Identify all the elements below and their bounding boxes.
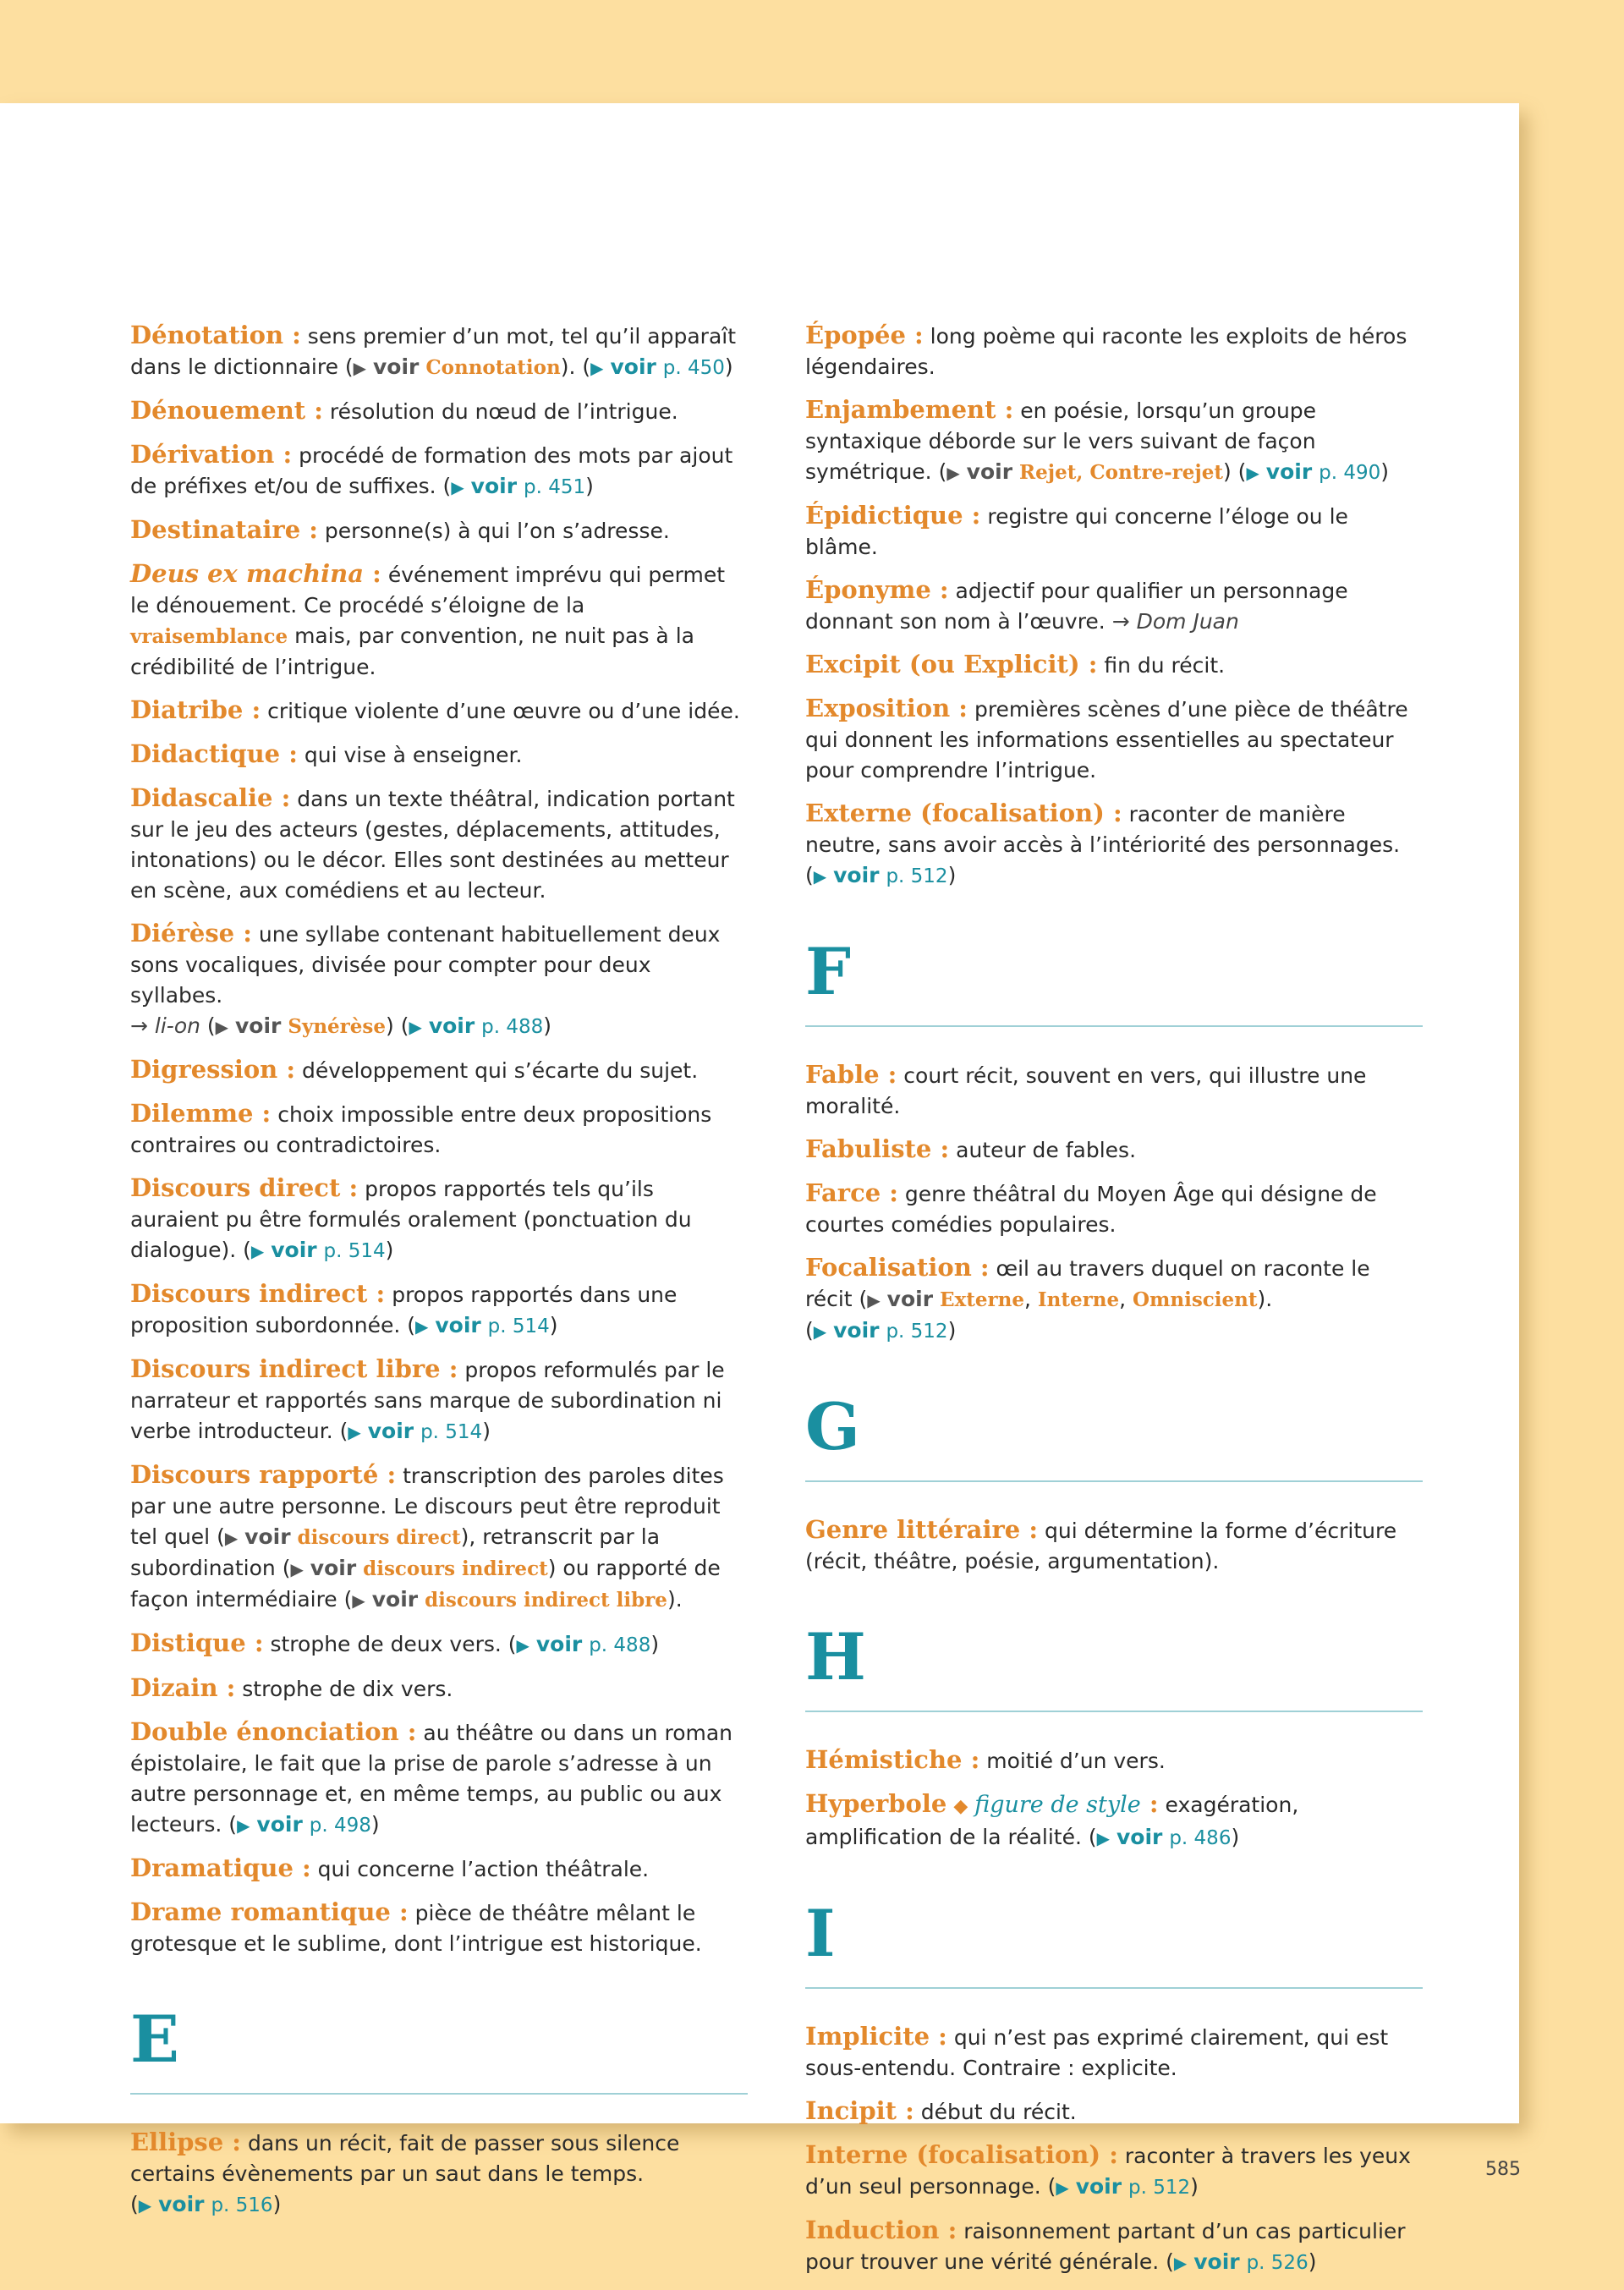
- entry-dilemme: Dilemme : choix impossible entre deux propositions contraires ou contradictoires.: [130, 1099, 712, 1157]
- triangle-icon: ▶: [1173, 2253, 1188, 2273]
- term: Dénouement :: [130, 396, 323, 425]
- cross-reference[interactable]: Externe: [939, 1288, 1024, 1311]
- voir-link[interactable]: ▶ voir: [224, 1524, 291, 1549]
- entry-epidictique: Épidictique : registre qui concerne l’éloge ou le blâme.: [805, 501, 1348, 559]
- term: Diatribe :: [130, 695, 261, 724]
- section-letter: H: [805, 1619, 1423, 1712]
- term: Farce :: [805, 1178, 898, 1207]
- term: Implicite :: [805, 2022, 947, 2051]
- entry-ellipse: Ellipse : dans un récit, fait de passer sous silence certains évènements par un saut dans le temps. (▶ voir p. 516): [130, 2128, 680, 2216]
- entry-double-enonciation: Double énonciation : au théâtre ou dans un roman épistolaire, le fait que la prise de parole s’adresse à un autre personnage et, en même temps, au public ou aux lecteurs. (▶ voir p. 498): [130, 1717, 733, 1837]
- entry-epopee: Épopée : long poème qui raconte les exploits de héros légendaires.: [805, 321, 1407, 379]
- example: li-on: [154, 1013, 200, 1038]
- arrow-icon: →: [130, 1013, 148, 1038]
- entry-eponyme: Éponyme : adjectif pour qualifier un personnage donnant son nom à l’œuvre. → Dom Juan: [805, 575, 1348, 634]
- term: Discours direct :: [130, 1173, 359, 1202]
- letter-section-g: [805, 1389, 1423, 1482]
- cross-reference[interactable]: discours indirect libre: [425, 1589, 667, 1612]
- voir-link[interactable]: ▶ voir: [215, 1013, 282, 1038]
- entry-hemistiche: Hémistiche : moitié d’un vers.: [805, 1745, 1166, 1774]
- cross-reference[interactable]: Interne: [1037, 1288, 1120, 1311]
- entry-enjambement: Enjambement : en poésie, lorsqu’un groupe syntaxique déborde sur le vers suivant de façon symétrique. (▶ voir Rejet, Contre-rejet) (▶ voir p. 490): [805, 395, 1389, 484]
- term: Interne (focalisation) :: [805, 2140, 1118, 2169]
- triangle-icon: ▶: [290, 1559, 304, 1579]
- triangle-icon: ▶: [348, 1422, 361, 1442]
- triangle-icon: ▶: [352, 1590, 365, 1611]
- entry-discours-indirect: Discours indirect : propos rapportés dans une proposition subordonnée. (▶ voir p. 514): [130, 1279, 678, 1337]
- term: Diérèse :: [130, 919, 252, 947]
- triangle-icon: ▶: [946, 463, 960, 483]
- voir-page-link[interactable]: ▶ voir p. 498: [237, 1812, 371, 1837]
- term: Drame romantique :: [130, 1897, 409, 1926]
- letter-section-f: [805, 934, 1423, 1027]
- term: Excipit (ou Explicit) :: [805, 650, 1098, 678]
- letter-section-h: [805, 1619, 1423, 1712]
- term: Fable :: [805, 1060, 897, 1089]
- entry-dramatique: Dramatique : qui concerne l’action théâtrale.: [130, 1853, 650, 1882]
- triangle-icon: ▶: [224, 1528, 239, 1548]
- voir-page-link[interactable]: ▶ voir p. 514: [250, 1238, 386, 1262]
- entry-exposition: Exposition : premières scènes d’une pièce de théâtre qui donnent les informations essentielles au spectateur pour comprendre l’intrigue.: [805, 694, 1408, 783]
- entry-externe: Externe (focalisation) : raconter de manière neutre, sans avoir accès à l’intériorité des personnages. (▶ voir p. 512): [805, 799, 1401, 887]
- voir-page-link[interactable]: ▶ voir p. 512: [813, 1318, 948, 1343]
- term: Ellipse :: [130, 2128, 242, 2156]
- term: Double énonciation :: [130, 1717, 417, 1746]
- voir-page-link[interactable]: ▶ voir p. 514: [348, 1419, 483, 1443]
- entry-focalisation: Focalisation : œil au travers duquel on raconte le récit (▶ voir Externe, Interne, Omniscient). (▶ voir p. 512): [805, 1253, 1370, 1343]
- section-letter: I: [805, 1896, 1423, 1989]
- entry-didactique: Didactique : qui vise à enseigner.: [130, 739, 523, 768]
- cross-reference[interactable]: Synérèse: [288, 1015, 387, 1038]
- term: Fabuliste :: [805, 1134, 950, 1163]
- voir-page-link[interactable]: ▶ voir p. 514: [415, 1313, 550, 1337]
- entry-discours-indirect-libre: Discours indirect libre : propos reformulés par le narrateur et rapportés sans marque de subordination ni verbe introducteur. (▶ voir p. 514): [130, 1354, 725, 1443]
- term: Exposition :: [805, 694, 968, 722]
- cross-reference[interactable]: Omniscient: [1133, 1288, 1258, 1311]
- voir-link[interactable]: ▶ voir: [352, 1587, 419, 1612]
- term: Destinataire :: [130, 515, 318, 544]
- right-column: [805, 320, 1423, 2290]
- term: Incipit :: [805, 2096, 914, 2125]
- section-letter: F: [805, 934, 1423, 1027]
- voir-page-link[interactable]: ▶ voir p. 488: [409, 1013, 544, 1038]
- entry-excipit: Excipit (ou Explicit) : fin du récit.: [805, 650, 1226, 678]
- voir-page-link[interactable]: ▶ voir p. 488: [516, 1632, 651, 1656]
- term: Épopée :: [805, 321, 924, 349]
- entry-genre-litteraire: Genre littéraire : qui détermine la forme d’écriture (récit, théâtre, poésie, argumentation).: [805, 1515, 1397, 1573]
- triangle-icon: ▶: [1246, 463, 1259, 483]
- triangle-icon: ▶: [215, 1017, 229, 1037]
- triangle-icon: ▶: [415, 1316, 429, 1337]
- voir-page-link[interactable]: ▶ voir p. 486: [1096, 1825, 1232, 1849]
- term: Hyperbole: [805, 1789, 947, 1818]
- triangle-icon: ▶: [250, 1241, 265, 1261]
- entry-deus-ex-machina: Deus ex machina : événement imprévu qui permet le dénouement. Ce procédé s’éloigne de la vraisemblance mais, par convention, ne nuit pas à la crédibilité de l’intrigue.: [130, 559, 726, 679]
- term: Didascalie :: [130, 783, 291, 812]
- term: Digression :: [130, 1055, 296, 1084]
- triangle-icon: ▶: [1096, 1828, 1111, 1848]
- section-letter: E: [130, 2002, 748, 2095]
- voir-link[interactable]: ▶ voir: [946, 459, 1013, 484]
- entry-interne: Interne (focalisation) : raconter à travers les yeux d’un seul personnage. (▶ voir p. 512): [805, 2140, 1411, 2199]
- voir-page-link[interactable]: ▶ voir p. 526: [1173, 2249, 1309, 2274]
- left-column: [130, 320, 748, 2232]
- entry-discours-direct: Discours direct : propos rapportés tels qu’ils auraient pu être formulés oralement (ponctuation du dialogue). (▶ voir p. 514): [130, 1173, 692, 1262]
- entry-farce: Farce : genre théâtral du Moyen Âge qui désigne de courtes comédies populaires.: [805, 1178, 1377, 1237]
- entry-implicite: Implicite : qui n’est pas exprimé clairement, qui est sous-entendu. Contraire : explicite.: [805, 2022, 1389, 2080]
- term: Enjambement :: [805, 395, 1014, 424]
- entry-incipit: Incipit : début du récit.: [805, 2096, 1077, 2125]
- entry-discours-rapporte: Discours rapporté : transcription des paroles dites par une autre personne. Le discours peut être reproduit tel quel (▶ voir discours direct), retranscrit par la subordination (▶ voir discours indirect) ou rapporté de façon intermédiaire (▶ voir discours indirect libre).: [130, 1460, 724, 1612]
- triangle-icon: ▶: [237, 1815, 250, 1836]
- cross-reference[interactable]: Connotation: [425, 356, 561, 379]
- term: Discours indirect :: [130, 1279, 386, 1308]
- section-letter: G: [805, 1389, 1423, 1482]
- entry-denouement: Dénouement : résolution du nœud de l’intrigue.: [130, 396, 678, 425]
- triangle-icon: ▶: [813, 866, 827, 887]
- triangle-icon: ▶: [451, 477, 464, 497]
- entry-drame-romantique: Drame romantique : pièce de théâtre mêlant le grotesque et le sublime, dont l’intrigue est historique.: [130, 1897, 702, 1956]
- term: Dizain :: [130, 1673, 236, 1702]
- entry-fabuliste: Fabuliste : auteur de fables.: [805, 1134, 1137, 1163]
- term: Discours rapporté :: [130, 1460, 397, 1489]
- triangle-icon: ▶: [353, 358, 367, 378]
- triangle-icon: ▶: [813, 1321, 827, 1342]
- voir-link[interactable]: ▶ voir: [353, 354, 420, 379]
- triangle-icon: ▶: [867, 1290, 881, 1310]
- triangle-icon: ▶: [590, 358, 604, 378]
- entry-hyperbole: Hyperbole ◆ figure de style : exagération, amplification de la réalité. (▶ voir p. 486): [805, 1789, 1299, 1849]
- term: Deus ex machina: [130, 559, 365, 588]
- voir-link[interactable]: ▶ voir: [290, 1556, 357, 1580]
- entry-destinataire: Destinataire : personne(s) à qui l’on s’adresse.: [130, 515, 670, 544]
- entry-denotation: Dénotation : sens premier d’un mot, tel qu’il apparaît dans le dictionnaire (▶ voir Connotation). (▶ voir p. 450): [130, 321, 737, 379]
- term: Dilemme :: [130, 1099, 272, 1128]
- entry-fable: Fable : court récit, souvent en vers, qui illustre une moralité.: [805, 1060, 1367, 1118]
- voir-page-link[interactable]: ▶ voir p. 512: [1056, 2174, 1191, 2199]
- entry-digression: Digression : développement qui s’écarte du sujet.: [130, 1055, 699, 1084]
- entry-induction: Induction : raisonnement partant d’un cas particulier pour trouver une vérité générale. (▶ voir p. 526): [805, 2216, 1406, 2274]
- cross-reference[interactable]: Rejet, Contre-rejet: [1019, 461, 1223, 484]
- voir-page-link[interactable]: ▶ voir p. 450: [590, 354, 725, 379]
- term: Focalisation :: [805, 1253, 990, 1282]
- term: Dérivation :: [130, 440, 293, 469]
- cross-reference[interactable]: vraisemblance: [130, 625, 288, 648]
- term: Épidictique :: [805, 501, 981, 530]
- cross-reference[interactable]: discours indirect: [363, 1557, 548, 1580]
- term: Genre littéraire :: [805, 1515, 1039, 1544]
- voir-page-link[interactable]: ▶ voir p. 490: [1246, 459, 1381, 484]
- page-number: 585: [1485, 2159, 1521, 2180]
- arrow-icon: →: [1111, 609, 1130, 634]
- entry-diatribe: Diatribe : critique violente d’une œuvre ou d’une idée.: [130, 695, 740, 724]
- voir-page-link[interactable]: ▶ voir p. 451: [451, 474, 586, 498]
- term: Didactique :: [130, 739, 298, 768]
- cross-reference[interactable]: discours direct: [297, 1526, 461, 1549]
- term: Hémistiche :: [805, 1745, 980, 1774]
- term: Distique :: [130, 1628, 264, 1657]
- triangle-icon: ▶: [409, 1017, 422, 1037]
- voir-link[interactable]: ▶ voir: [867, 1287, 934, 1311]
- diamond-icon: ◆: [953, 1796, 968, 1817]
- entry-derivation: Dérivation : procédé de formation des mots par ajout de préfixes et/ou de suffixes. (▶ voir p. 451): [130, 440, 733, 498]
- voir-page-link[interactable]: ▶ voir p. 516: [138, 2192, 273, 2216]
- triangle-icon: ▶: [1056, 2177, 1069, 2198]
- entry-dierese: Diérèse : une syllabe contenant habituellement deux sons vocaliques, divisée pour compter pour deux syllabes. → li-on (▶ voir Synérèse) (▶ voir p. 488): [130, 919, 721, 1038]
- entry-distique: Distique : strophe de deux vers. (▶ voir p. 488): [130, 1628, 660, 1657]
- voir-page-link[interactable]: ▶ voir p. 512: [813, 863, 948, 887]
- letter-section-e: [130, 2002, 748, 2095]
- term: Dénotation :: [130, 321, 301, 349]
- figure-de-style-label: figure de style: [974, 1792, 1141, 1818]
- term: Externe (focalisation) :: [805, 799, 1122, 827]
- entry-didascalie: Didascalie : dans un texte théâtral, indication portant sur le jeu des acteurs (gestes, déplacements, attitudes, intonations) ou le décor. Elles sont destinées au metteur en scène, aux comédiens et au lecteur.: [130, 783, 735, 903]
- entry-dizain: Dizain : strophe de dix vers.: [130, 1673, 453, 1702]
- triangle-icon: ▶: [138, 2195, 152, 2216]
- triangle-icon: ▶: [516, 1635, 529, 1656]
- letter-section-i: [805, 1896, 1423, 1989]
- example: Dom Juan: [1136, 609, 1239, 634]
- term: Dramatique :: [130, 1853, 311, 1882]
- term: Induction :: [805, 2216, 957, 2244]
- term: Éponyme :: [805, 575, 949, 604]
- term: Discours indirect libre :: [130, 1354, 458, 1383]
